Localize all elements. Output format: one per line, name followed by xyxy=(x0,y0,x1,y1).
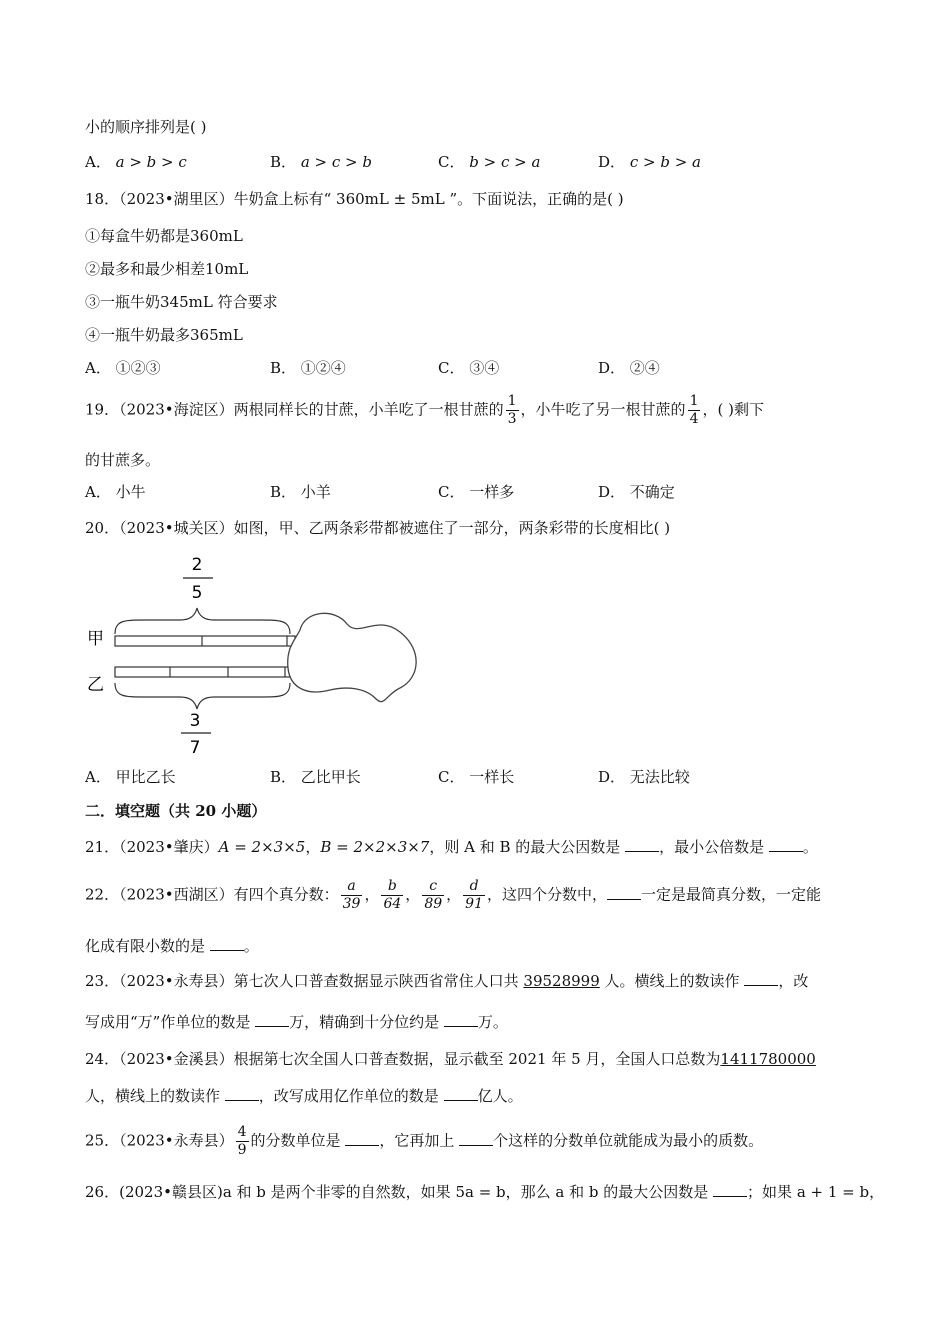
q18-option-a[interactable]: A． ①②③ xyxy=(85,359,161,377)
q22-fraction-1: $\frac{a}{39}$ xyxy=(342,878,361,912)
ribbon-label-yi: 乙 xyxy=(87,675,104,695)
q21-stem: 21．（2023•肇庆）A = 2×3×5，B = 2×2×3×7，则 A 和 B 的最大公因数是 ，最小公倍数是 。 xyxy=(85,838,818,856)
q22-fraction-4: $\frac{d}{91}$ xyxy=(465,878,483,912)
q20-option-b[interactable]: B． 乙比甲长 xyxy=(270,768,361,786)
q19-fraction-2: $\frac{1}{4}$ xyxy=(689,393,699,427)
q19-fraction-1: $\frac{1}{3}$ xyxy=(507,393,517,427)
q17-option-d[interactable]: D． c > b > a xyxy=(598,153,701,171)
q22-blank-finite-decimal[interactable] xyxy=(210,936,244,951)
ribbon-yi xyxy=(115,667,295,677)
q22-fraction-2: $\frac{b}{64}$ xyxy=(383,878,402,912)
q17-option-a[interactable]: A． a > b > c xyxy=(85,153,187,171)
q21-blank-lcm[interactable] xyxy=(769,837,803,852)
q18-stem: 18．（2023•湖里区）牛奶盒上标有“ 360mL ± 5mL ”。下面说法，正确的是( ) xyxy=(85,190,624,208)
q26-stem: 26．(2023•赣县区)a 和 b 是两个非零的自然数，如果 5a = b，那么 a 和 b 的最大公因数是 ；如果 a + 1 = b， xyxy=(85,1183,885,1201)
ribbon-figure xyxy=(85,548,425,763)
q22-blank-simplest[interactable] xyxy=(607,885,641,900)
q20-option-a[interactable]: A． 甲比乙长 xyxy=(85,768,176,786)
q18-statement-4: ④一瓶牛奶最多365mL xyxy=(85,326,243,344)
q24-stem-line2: 人，横线上的数读作 ，改写成用亿作单位的数是 亿人。 xyxy=(85,1087,523,1105)
q22-stem: 22．（2023•西湖区）有四个真分数： $\frac{a}{39}$ ， $\frac{b}{64}$ ， $\frac{c}{89}$ ， $\frac{d}{91}$ ，这四个分数中， 一定是最简真分数，一定能 xyxy=(85,878,822,912)
q24-underlined-number: 1411780000 xyxy=(720,1050,816,1068)
ribbon-jia xyxy=(115,636,295,646)
q24-blank-read[interactable] xyxy=(225,1086,259,1101)
q18-option-b[interactable]: B． ①②④ xyxy=(270,359,346,377)
q18-option-d[interactable]: D． ②④ xyxy=(598,359,660,377)
q22-stem-line2: 化成有限小数的是 。 xyxy=(85,937,259,955)
q24-blank-yi[interactable] xyxy=(444,1086,478,1101)
q17-stem-tail: 小的顺序排列是( ) xyxy=(85,118,207,136)
q17-option-c[interactable]: C． b > c > a xyxy=(438,153,541,171)
q18-option-c[interactable]: C． ③④ xyxy=(438,359,500,377)
q25-blank-unit[interactable] xyxy=(345,1131,379,1146)
q25-blank-count[interactable] xyxy=(459,1131,493,1146)
cover-blob xyxy=(288,613,416,701)
q23-stem: 23．（2023•永寿县）第七次人口普查数据显示陕西省常住人口共 39528999 人。横线上的数读作 ，改 xyxy=(85,972,809,990)
q23-underlined-number: 39528999 xyxy=(523,972,600,990)
q18-statement-3: ③一瓶牛奶345mL 符合要求 xyxy=(85,293,278,311)
section-title-fill-in: 二．填空题（共 20 小题） xyxy=(85,802,267,820)
q20-stem: 20．（2023•城关区）如图，甲、乙两条彩带都被遮住了一部分，两条彩带的长度相比( ) xyxy=(85,519,671,537)
top-fraction-denominator: 5 xyxy=(191,583,203,603)
q20-option-c[interactable]: C． 一样长 xyxy=(438,768,515,786)
q18-statement-1: ①每盒牛奶都是360mL xyxy=(85,227,243,245)
q19-stem-line2: 的甘蔗多。 xyxy=(85,451,161,469)
q19-stem: 19．（2023•海淀区）两根同样长的甘蔗，小羊吃了一根甘蔗的 $\frac{1}{3}$ ，小牛吃了另一根甘蔗的 $\frac{1}{4}$ ，( )剩下 xyxy=(85,393,764,427)
top-fraction-numerator: 2 xyxy=(191,555,203,575)
q19-option-a[interactable]: A． 小牛 xyxy=(85,483,146,501)
q22-fraction-3: $\frac{c}{89}$ xyxy=(424,878,443,912)
bottom-brace xyxy=(115,683,290,709)
q20-option-d[interactable]: D． 无法比较 xyxy=(598,768,690,786)
q17-option-b[interactable]: B． a > c > b xyxy=(270,153,372,171)
q23-stem-line2: 写成用“万”作单位的数是 万，精确到十分位约是 万。 xyxy=(85,1013,508,1031)
bottom-fraction-numerator: 3 xyxy=(189,711,201,731)
q23-blank-round[interactable] xyxy=(444,1012,478,1027)
q26-blank-gcd[interactable] xyxy=(713,1182,747,1197)
ribbon-label-jia: 甲 xyxy=(87,629,104,649)
q23-blank-wan[interactable] xyxy=(255,1012,289,1027)
q25-fraction: $\frac{4}{9}$ xyxy=(237,1124,247,1158)
q18-statement-2: ②最多和最少相差10mL xyxy=(85,260,249,278)
q19-option-b[interactable]: B． 小羊 xyxy=(270,483,331,501)
q21-blank-gcd[interactable] xyxy=(625,837,659,852)
q24-stem: 24．（2023•金溪县）根据第七次全国人口普查数据，显示截至 2021 年 5 月，全国人口总数为1411780000 xyxy=(85,1050,816,1068)
q25-stem: 25．（2023•永寿县） $\frac{4}{9}$ 的分数单位是 ，它再加上 个这样的分数单位就能成为最小的质数。 xyxy=(85,1124,764,1158)
q19-option-c[interactable]: C． 一样多 xyxy=(438,483,515,501)
q19-option-d[interactable]: D． 不确定 xyxy=(598,483,675,501)
bottom-fraction-denominator: 7 xyxy=(189,738,201,758)
top-brace xyxy=(115,608,290,634)
q23-blank-read[interactable] xyxy=(744,971,778,986)
